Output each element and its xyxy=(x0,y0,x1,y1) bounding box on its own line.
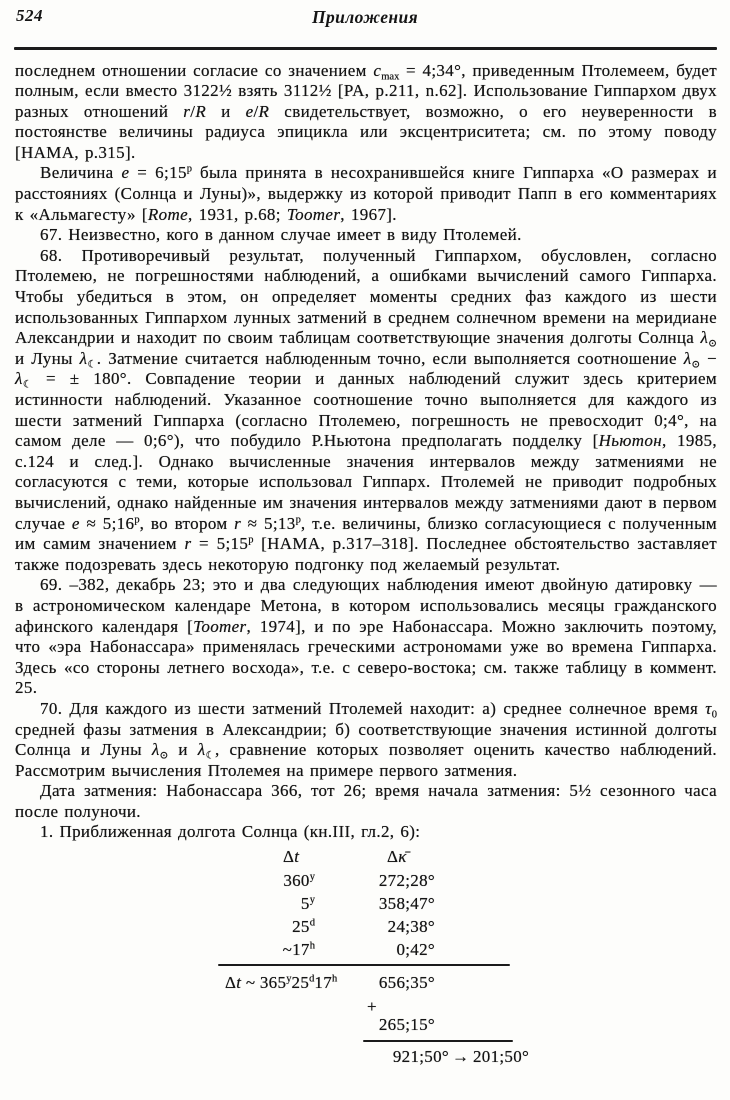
paragraph xyxy=(15,225,717,246)
col-delta-t-header xyxy=(283,847,299,867)
text-run: ≈ 5;13 xyxy=(241,513,296,533)
value: 17 xyxy=(314,973,333,993)
text-run: , 1967]. xyxy=(340,204,397,224)
text-run: e xyxy=(121,163,130,183)
text-run: e xyxy=(71,513,80,533)
text-run: , т.е. величины, близко согласующиеся с полученным им самим значением xyxy=(15,513,717,554)
t-variable: t xyxy=(236,973,242,993)
text-run: Величина xyxy=(40,163,122,183)
text-run: 69. –382, декабрь 23; это и два следующих наблюдения имеют двойную датировку — в астрономическом календаре Метона, в котором использовались месяцы гражданского афинского календаря [ xyxy=(15,575,717,636)
plus-sign: + xyxy=(367,997,377,1017)
page-number: 524 xyxy=(16,6,43,25)
text-run: ☾ xyxy=(22,380,33,392)
total-value: 921;50° xyxy=(392,1047,449,1067)
calculation-table xyxy=(15,847,717,1072)
dk-value: 24;38° xyxy=(387,917,435,937)
text-run: R xyxy=(258,101,270,121)
dk-value: 272;28° xyxy=(378,871,435,891)
kappa-bar-variable: κ̄ xyxy=(398,847,407,867)
paragraph xyxy=(15,61,717,164)
text-run: ⊙ xyxy=(691,359,701,371)
text-run: 67. Неизвестно, кого в данном случае имеет в виду Птолемей. xyxy=(40,225,522,245)
text-run: c xyxy=(373,60,382,80)
text-run: p xyxy=(134,513,140,525)
sum-label xyxy=(225,973,337,993)
text-run: Rome xyxy=(147,204,189,224)
text-run: λ xyxy=(15,369,23,389)
text-run: свидетельствует, возможно, о его неуверенности в постоянстве величины радиуса эпицикла или эксцентриситета; см. по этому поводу [HAMA, p.315]. xyxy=(15,101,717,162)
text-run: / xyxy=(253,101,259,121)
text-run: , сравнение которых позволяет оценить качество наблюдений. Рассмотрим вычисления Птолемея на примере первого затмения. xyxy=(15,740,717,780)
unit-sup: h xyxy=(332,973,338,985)
result-value: 201;50° xyxy=(473,1047,530,1067)
text-run: 70. Для каждого из шести затмений Птолемей находит: а) среднее солнечное время xyxy=(40,698,706,718)
paragraph xyxy=(15,781,717,822)
delta-symbol: Δ xyxy=(387,847,399,867)
text-run: , 1985, с.124 и след.]. Однако вычисленные значения интервалов между затмениями не согласуются с теми, которые использовал Гиппарх. Птолемей не приводит подробных вычислений, однако найденные им значения интервалов между затмениями дают в первом случае xyxy=(15,431,718,533)
unit-sup: d xyxy=(309,973,315,985)
addend-1: 656;35° xyxy=(378,973,435,993)
text-run: p xyxy=(295,513,301,525)
value: 5 xyxy=(300,894,310,914)
text-run: = 6;15 xyxy=(129,163,187,183)
arrow-right-icon: → xyxy=(452,1047,470,1067)
paragraph xyxy=(15,163,717,225)
text-run: Toomer xyxy=(193,616,247,636)
text-run: e xyxy=(245,101,254,121)
text-run: 1. Приближенная долгота Солнца (кн.III, гл.2, 6): xyxy=(40,822,421,842)
unit-sup: h xyxy=(309,940,315,952)
dt-value xyxy=(292,917,315,937)
unit-sup: d xyxy=(309,917,315,929)
text-run: . Затмение считается наблюденным точно, если выполняется соотношение xyxy=(96,348,684,368)
text-run: r xyxy=(183,101,191,121)
text-run: ⊙ xyxy=(708,338,717,350)
text-run: и xyxy=(168,740,198,760)
dk-value: 0;42° xyxy=(396,940,435,960)
body-text xyxy=(15,61,717,844)
text-run: , 1974], и по эре Набонассара. Можно заключить поэтому, что «эра Набонассара» применялась греческими астрономами уже во времена Гиппарха. Здесь «со стороны летнего восхода», т.е. с северо-востока; см. также таблицу в коммент. 25. xyxy=(15,616,717,698)
text-run: Дата затмения: Набонассара 366, тот 26; время начала затмения: 5½ сезонного часа после полуночи. xyxy=(15,781,717,821)
text-run: r xyxy=(234,513,242,533)
text-run: τ xyxy=(705,698,712,718)
text-run: ⊙ xyxy=(159,750,169,762)
addend-2: 265;15° xyxy=(378,1015,435,1035)
text-run: средней фазы затмения в Александрии; б) соответствующие значения истинной долготы Солнца и Луны xyxy=(15,719,717,760)
text-run: r xyxy=(184,534,192,554)
value: ~ 365 xyxy=(241,973,287,993)
dt-value xyxy=(301,894,315,914)
dt-value xyxy=(283,871,315,891)
text-run: = ± 180°. Совпадение теории и данных наблюдений служит здесь критерием истинности наблюдений. Указанное соотношение точно выполняется для каждого из шести затмений Гиппарха (согласно Птолемею, погрешность не превосходит 0;4°, на самом деле — 0;6°), что побудило Р.Ньютона предполагать подделку [ xyxy=(15,369,717,451)
text-run: λ xyxy=(197,740,206,760)
value: 360 xyxy=(283,871,310,891)
dk-value: 358;47° xyxy=(378,894,435,914)
value: 25 xyxy=(292,917,310,937)
sum-rule xyxy=(218,964,510,966)
text-run: p xyxy=(248,534,254,546)
paragraph xyxy=(15,575,717,699)
text-run: , во втором xyxy=(139,513,235,533)
text-run: p xyxy=(186,163,193,175)
t-variable: t xyxy=(294,847,300,867)
text-run: λ xyxy=(79,348,88,368)
text-run: и Луны xyxy=(15,348,80,368)
paragraph xyxy=(15,699,717,781)
col-delta-kappa-header xyxy=(387,847,407,867)
text-run: = 4;34°, приведенным Птолемеем, будет полным, если вместо 3122½ взять 3112½ [PA, p.211, n.62]. Использование Гиппархом двух разных отношений xyxy=(15,60,717,121)
delta-symbol: Δ xyxy=(283,847,295,867)
text-run: / xyxy=(190,101,196,121)
text-run: ☾ xyxy=(205,750,215,762)
dt-value xyxy=(283,940,315,960)
value: 25 xyxy=(291,973,310,993)
text-run: и xyxy=(206,101,246,121)
paragraph xyxy=(15,822,717,843)
text-run: R xyxy=(195,101,207,121)
text-run: − xyxy=(700,348,717,368)
text-run: max xyxy=(381,71,400,83)
paragraph xyxy=(15,246,717,576)
text-run: 68. Противоречивый результат, полученный Гиппархом, обусловлен, согласно Птолемею, не погрешностями наблюдений, а ошибками вычислений самого Гиппарха. Чтобы убедиться в этом, он определяет моменты средних фаз каждого из шести использованных Гиппархом лунных затмений в среднем солнечном времени на меридиане Александрии и находит по своим таблицам соответствующие значения долготы Солнца xyxy=(15,245,717,348)
unit-sup: y xyxy=(286,973,292,985)
text-run: ≈ 5;16 xyxy=(79,513,135,533)
text-run: Ньютон xyxy=(598,431,662,451)
text-run: последнем отношении согласие со значением xyxy=(15,60,374,80)
text-run: Toomer xyxy=(286,204,341,224)
text-run: = 5;15 xyxy=(191,534,249,554)
unit-sup: y xyxy=(309,871,315,883)
running-header xyxy=(0,0,730,38)
text-run: 0 xyxy=(711,709,717,721)
value: ~17 xyxy=(282,940,310,960)
total-rule xyxy=(363,1040,513,1042)
running-title: Приложения xyxy=(311,7,419,27)
header-rule xyxy=(14,47,717,50)
text-run: [HAMA, p.317–318]. Последнее обстоятельство заставляет также подозревать здесь некоторую подгонку под желаемый результат. xyxy=(15,534,717,574)
unit-sup: y xyxy=(309,894,315,906)
text-run: , 1931, p.68; xyxy=(188,204,287,224)
text-run: λ xyxy=(683,348,692,368)
text-run: λ xyxy=(700,328,709,348)
delta-symbol: Δ xyxy=(225,973,237,993)
text-run: была принята в несохранившейся книге Гиппарха «О размерах и расстояниях (Солнца и Луны)», выдержку из которой приводит Папп в его комментариях к «Альмагесту» [ xyxy=(15,163,717,224)
text-run: ☾ xyxy=(87,359,97,371)
text-run: λ xyxy=(151,740,160,760)
